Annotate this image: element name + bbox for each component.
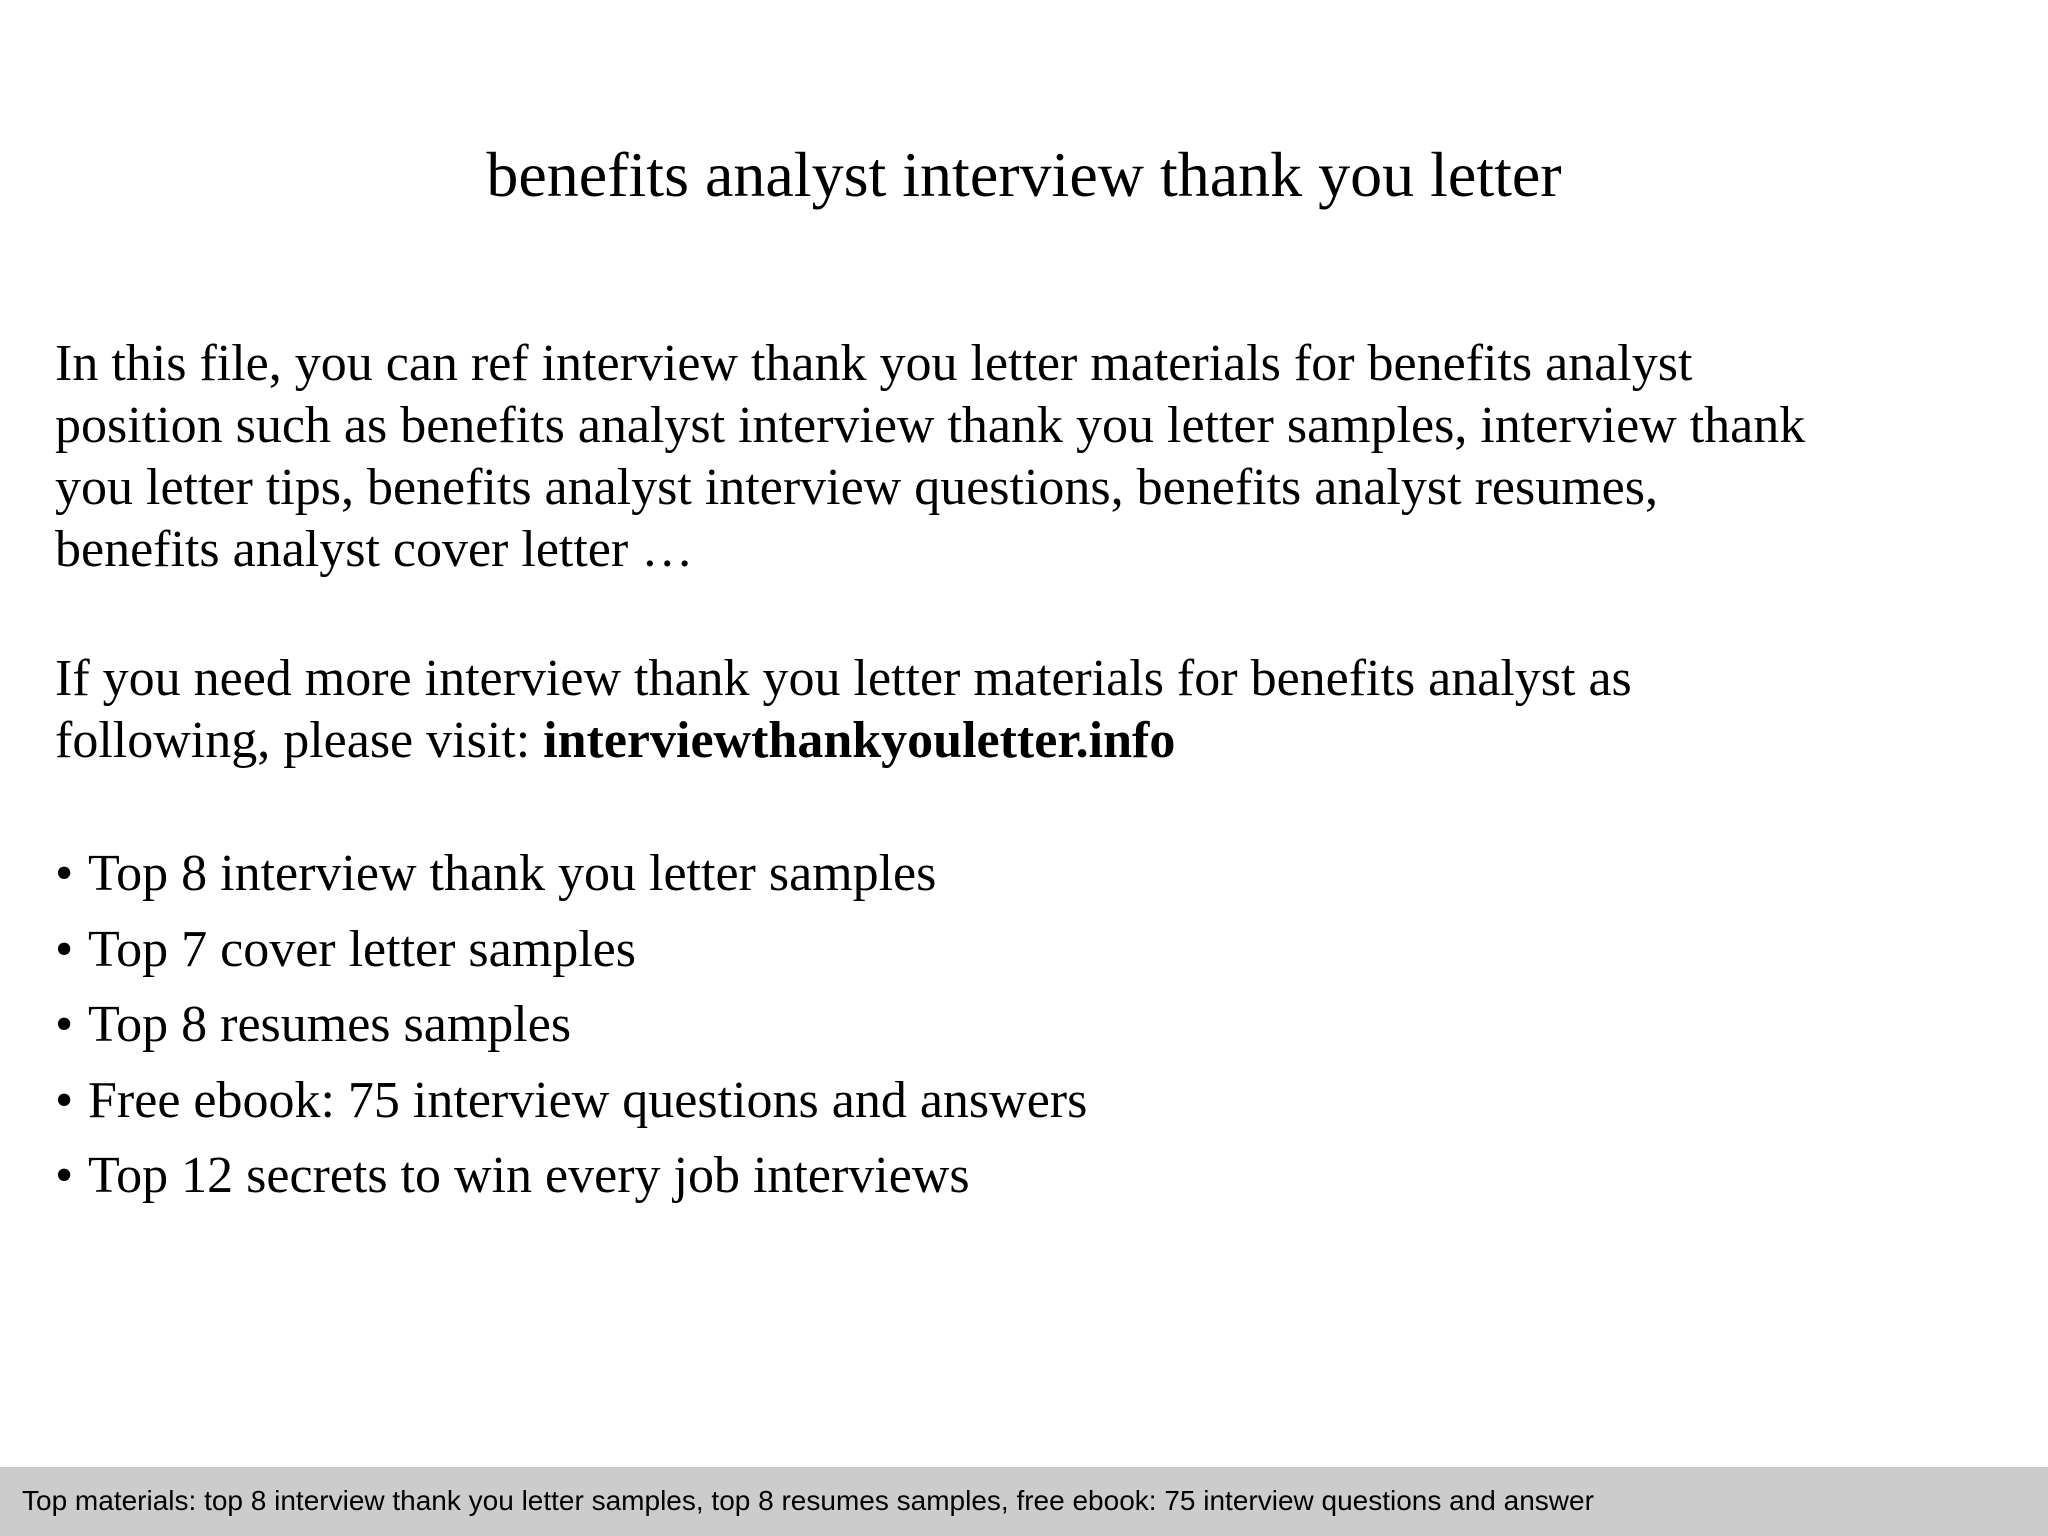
list-item-label: Free ebook: 75 interview questions and answers [88, 1071, 1088, 1129]
visit-line: If you need more interview thank you letter materials for benefits analyst as [55, 650, 1632, 707]
list-item [55, 1138, 1087, 1214]
footer-bar [0, 1467, 2048, 1536]
list-item-label: Top 7 cover letter samples [88, 920, 636, 978]
list-item [55, 987, 1087, 1063]
footer-text: Top materials: top 8 interview thank you letter samples, top 8 resumes samples, free ebook: 75 interview questions and answer [22, 1485, 1594, 1516]
bullet-icon: • [55, 1071, 74, 1129]
bullet-icon: • [55, 996, 74, 1053]
page-title: benefits analyst interview thank you letter [486, 139, 1562, 210]
materials-list [55, 836, 1087, 1214]
intro-line: In this file, you can ref interview thank you letter materials for benefits analyst [55, 335, 1693, 392]
visit-line [55, 710, 2015, 772]
bullet-icon: • [55, 920, 74, 978]
list-item-label: Top 12 secrets to win every job interviews [88, 1147, 970, 1204]
bullet-icon: • [55, 1147, 74, 1204]
intro-paragraph [55, 333, 2015, 581]
list-item-label: Top 8 resumes samples [88, 996, 572, 1053]
intro-line: you letter tips, benefits analyst interview questions, benefits analyst resumes, [55, 459, 1658, 516]
list-item [55, 912, 1087, 988]
list-item [55, 836, 1087, 912]
list-item-label: Top 8 interview thank you letter samples [88, 845, 937, 902]
visit-prefix: following, please visit: [55, 712, 544, 769]
list-item [55, 1063, 1087, 1139]
intro-line: position such as benefits analyst interview thank you letter samples, interview thank [55, 397, 1806, 454]
bullet-icon: • [55, 845, 74, 902]
intro-line: benefits analyst cover letter … [55, 521, 694, 578]
visit-paragraph [55, 648, 2015, 772]
site-link[interactable]: interviewthankyouletter.info [543, 712, 1176, 769]
